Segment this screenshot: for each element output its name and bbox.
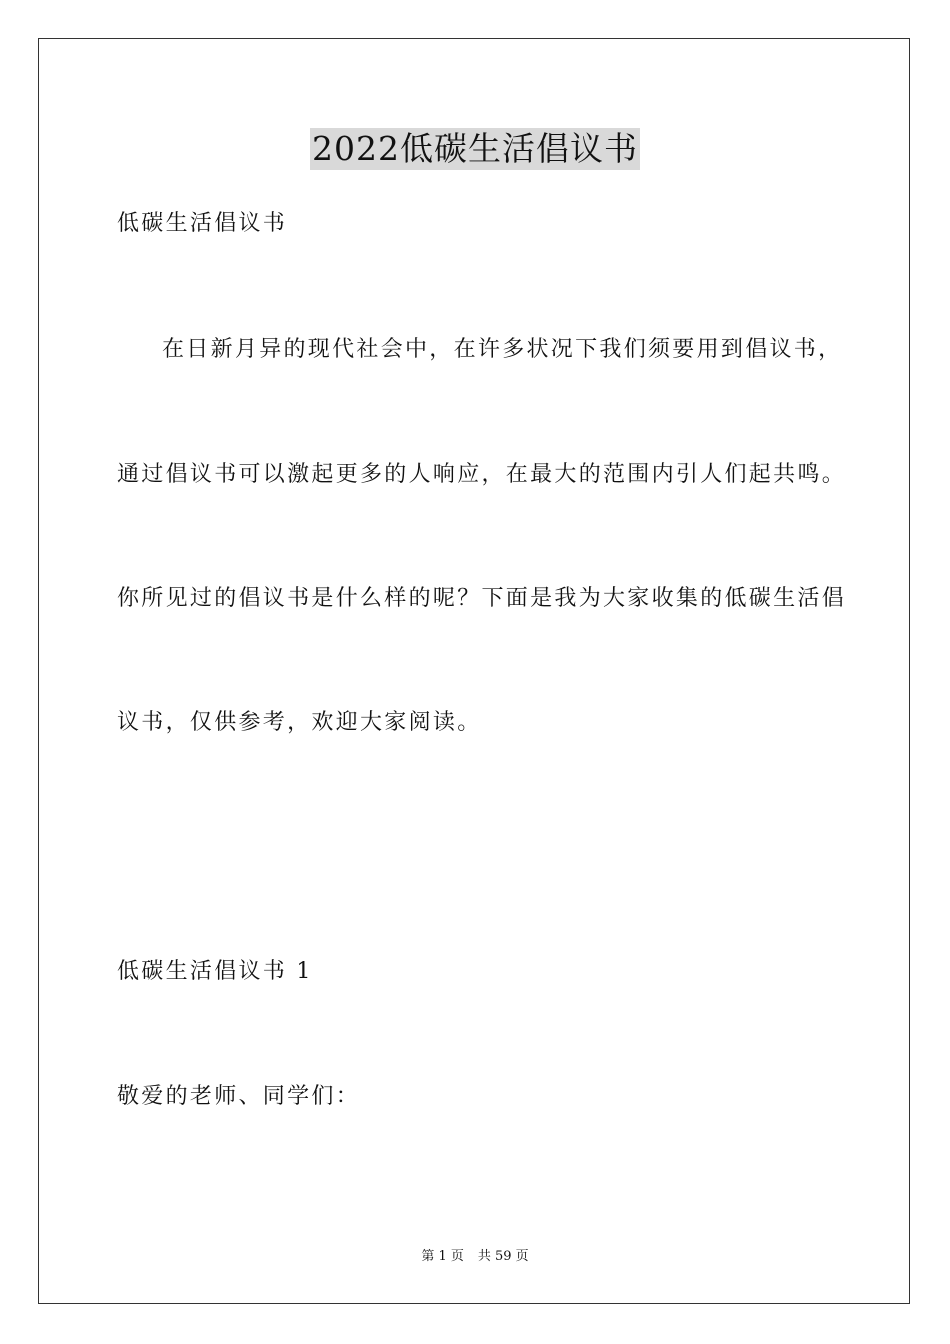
total-pages: 共 59 页	[477, 1249, 529, 1264]
intro-line-4: 议书，仅供参考，欢迎大家阅读。	[117, 710, 482, 735]
page-number: 第 1 页	[421, 1249, 464, 1264]
document-title-wrapper	[0, 128, 950, 170]
document-title: 2022低碳生活倡议书	[312, 129, 638, 168]
intro-line-3: 你所见过的倡议书是什么样的呢？下面是我为大家收集的低碳生活倡	[117, 586, 847, 611]
page-footer	[0, 1248, 950, 1266]
subtitle: 低碳生活倡议书	[117, 211, 288, 236]
section-heading: 低碳生活倡议书 1	[117, 959, 313, 984]
salutation: 敬爱的老师、同学们：	[117, 1084, 361, 1109]
intro-line-2: 通过倡议书可以激起更多的人响应，在最大的范围内引人们起共鸣。	[117, 462, 847, 487]
intro-line-1: 在日新月异的现代社会中，在许多状况下我们须要用到倡议书，	[162, 337, 843, 362]
